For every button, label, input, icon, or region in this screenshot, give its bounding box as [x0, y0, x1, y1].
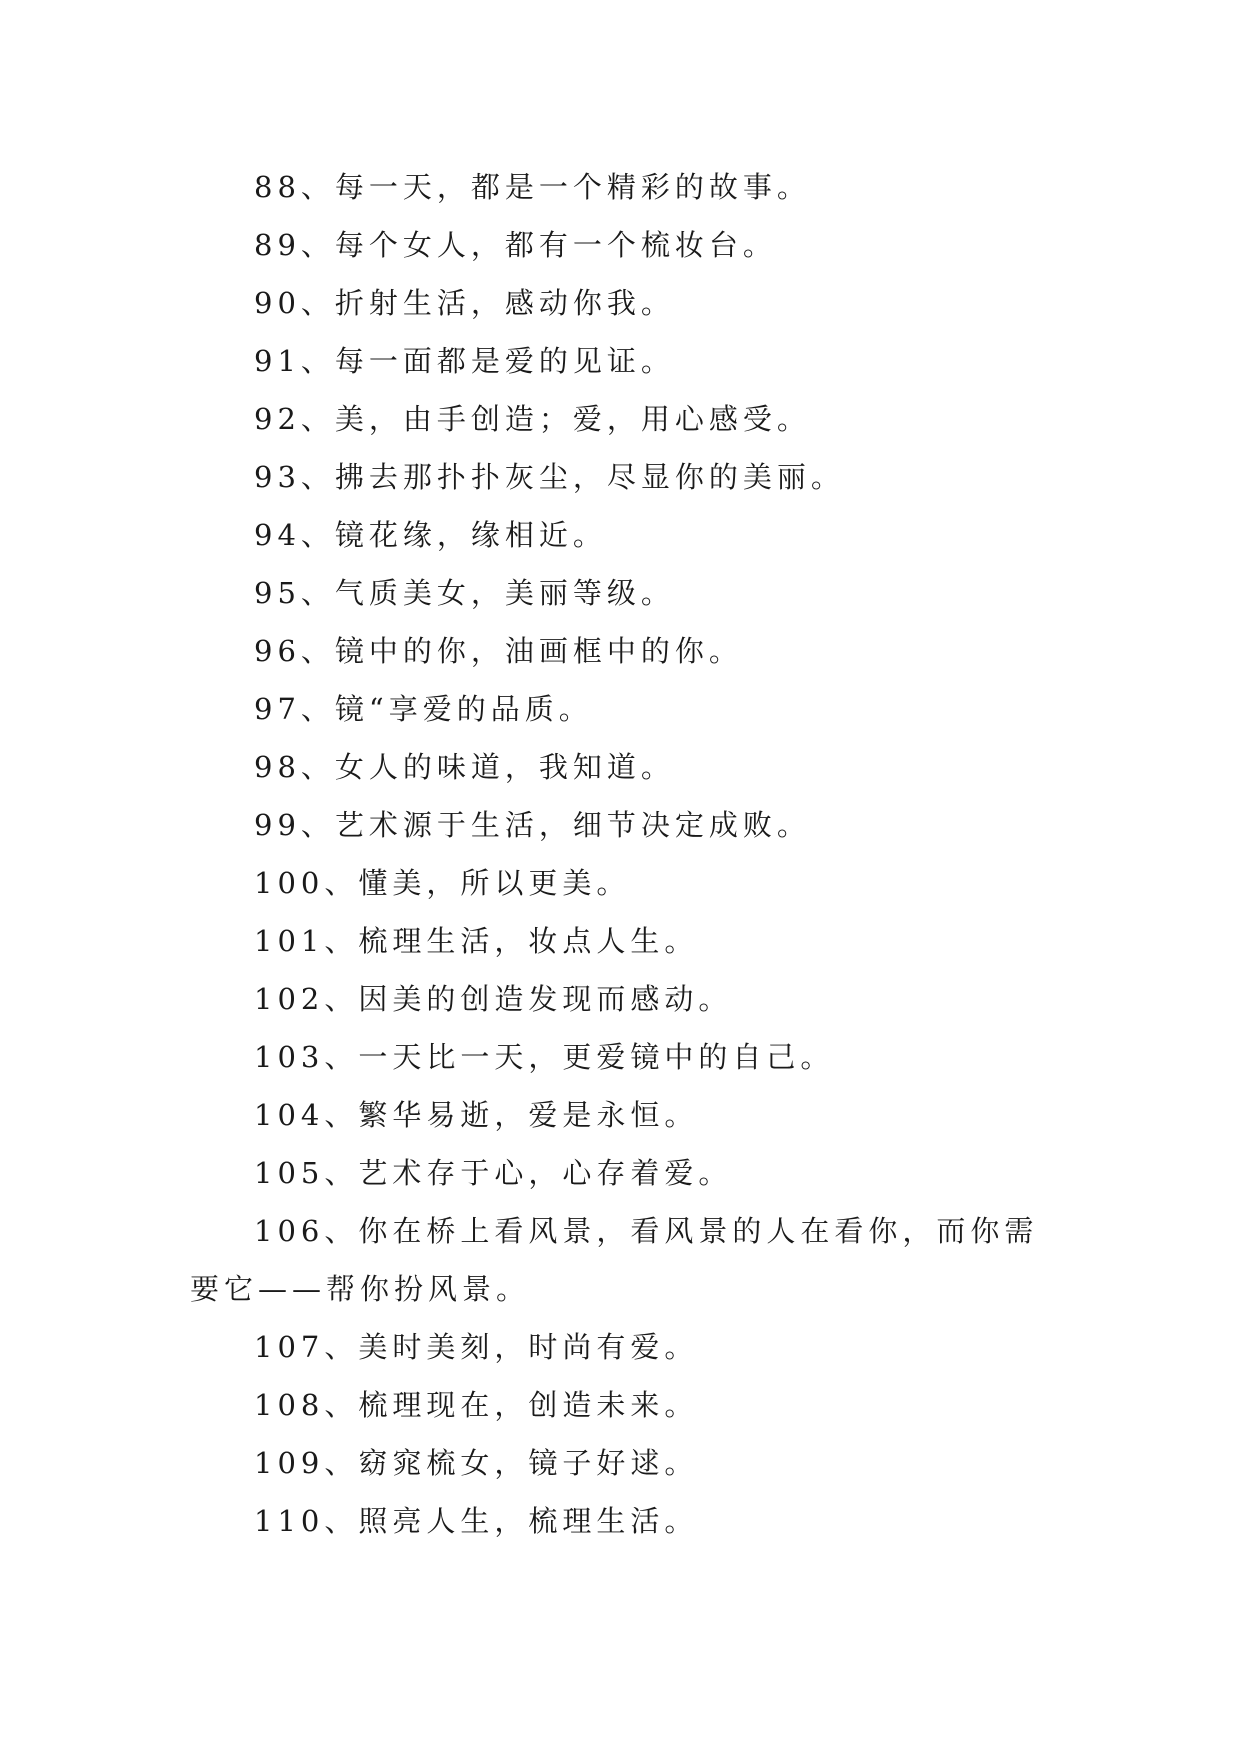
list-item: 90、折射生活，感动你我。 [254, 286, 675, 320]
list-item: 110、照亮人生，梳理生活。 [254, 1504, 699, 1538]
slogan-list [190, 158, 1060, 1550]
list-item: 95、气质美女，美丽等级。 [254, 576, 675, 610]
list-item: 101、梳理生活，妆点人生。 [254, 924, 699, 958]
list-item: 102、因美的创造发现而感动。 [254, 982, 733, 1016]
list-item: 100、懂美，所以更美。 [254, 866, 631, 900]
list-item: 96、镜中的你，油画框中的你。 [254, 634, 743, 668]
list-item: 91、每一面都是爱的见证。 [254, 344, 675, 378]
list-item: 88、每一天，都是一个精彩的故事。 [254, 170, 811, 204]
list-item: 103、一天比一天，更爱镜中的自己。 [254, 1040, 835, 1074]
list-item: 99、艺术源于生活，细节决定成败。 [254, 808, 811, 842]
list-item: 92、美，由手创造；爱，用心感受。 [254, 402, 811, 436]
list-item: 93、拂去那扑扑灰尘，尽显你的美丽。 [254, 460, 845, 494]
list-item: 94、镜花缘，缘相近。 [254, 518, 607, 552]
list-item: 106、你在桥上看风景，看风景的人在看你，而你需要它——帮你扮风景。 [190, 1214, 1039, 1306]
list-item: 109、窈窕梳女，镜子好逑。 [254, 1446, 699, 1480]
list-item: 89、每个女人，都有一个梳妆台。 [254, 228, 777, 262]
list-item: 97、镜“享爱的品质。 [254, 692, 593, 726]
list-item: 104、繁华易逝，爱是永恒。 [254, 1098, 699, 1132]
list-item: 107、美时美刻，时尚有爱。 [254, 1330, 699, 1364]
list-item: 98、女人的味道，我知道。 [254, 750, 675, 784]
list-item: 105、艺术存于心，心存着爱。 [254, 1156, 733, 1190]
list-item: 108、梳理现在，创造未来。 [254, 1388, 699, 1422]
